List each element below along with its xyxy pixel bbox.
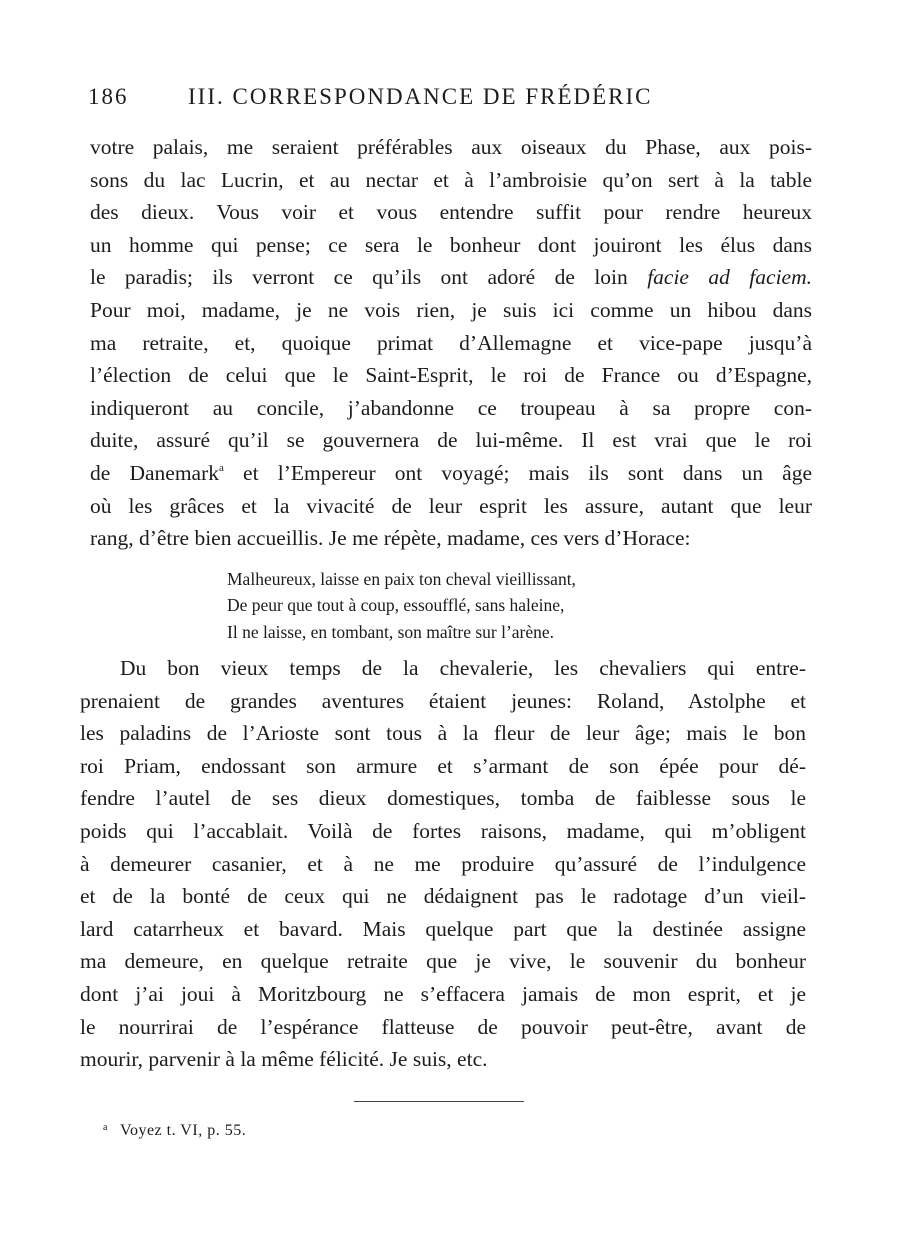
text-line: l’élection de celui que le Saint-Esprit, le roi de France ou d’Espagne, — [90, 363, 812, 388]
text-line: lard catarrheux et bavard. Mais quelque part que la destinée assigne — [80, 916, 806, 941]
paragraph-letter-continuation — [90, 131, 812, 555]
text-line: dont j’ai joui à Moritzbourg ne s’effacera jamais de mon esprit, et je — [80, 981, 806, 1006]
footnote-marker: a — [103, 1122, 108, 1133]
footnote-text: Voyez t. VI, p. 55. — [119, 1122, 247, 1139]
text-line: ma retraite, et, quoique primat d’Allemagne et vice-pape jusqu’à — [90, 330, 812, 355]
text-line: les paladins de l’Arioste sont tous à la fleur de leur âge; mais le bon — [80, 721, 806, 746]
footnote — [103, 1122, 246, 1140]
text-line: et de la bonté de ceux qui ne dédaignent pas le radotage d’un vieil- — [80, 884, 806, 909]
text-line: un homme qui pense; ce sera le bonheur dont jouiront les élus dans — [90, 232, 812, 257]
text-line: duite, assuré qu’il se gouvernera de lui-même. Il est vrai que le roi — [90, 428, 812, 453]
verse-line: Malheureux, laisse en paix ton cheval vieillissant, — [227, 569, 576, 589]
text-line: le nourrirai de l’espérance flatteuse de pouvoir peut-être, avant de — [80, 1014, 806, 1039]
text-line: ma demeure, en quelque retraite que je vive, le souvenir du bonheur — [80, 949, 806, 974]
italic-phrase: facie ad faciem. — [647, 265, 812, 290]
text-line: rang, d’être bien accueillis. Je me répète, madame, ces vers d’Horace: — [90, 526, 691, 551]
text-segment: et l’Empereur ont voyagé; mais ils sont dans un âge — [223, 460, 812, 485]
text-line: des dieux. Vous voir et vous entendre suffit pour rendre heureux — [90, 200, 812, 225]
text-line: mourir, parvenir à la même félicité. Je suis, etc. — [80, 1047, 488, 1072]
text-line: roi Priam, endossant son armure et s’armant de son épée pour dé- — [80, 753, 806, 778]
text-segment: de Danemark — [90, 460, 219, 485]
text-line: fendre l’autel de ses dieux domestiques, tomba de faiblesse sous le — [80, 786, 806, 811]
text-line: prenaient de grandes aventures étaient jeunes: Roland, Astolphe et — [80, 688, 806, 713]
footnote-reference[interactable]: a — [219, 461, 224, 474]
text-line: poids qui l’accablait. Voilà de fortes raisons, madame, qui m’obligent — [80, 818, 806, 843]
verse-quotation — [227, 566, 697, 645]
text-line: Pour moi, madame, je ne vois rien, je suis ici comme un hibou dans — [90, 297, 812, 322]
text-line-with-italic — [90, 261, 812, 294]
text-line: sons du lac Lucrin, et au nectar et à l’ambroisie qu’on sert à la table — [90, 167, 812, 192]
text-line: indiqueront au concile, j’abandonne ce troupeau à sa propre con- — [90, 395, 812, 420]
paragraph-chevalerie — [80, 652, 806, 1076]
footnote-divider — [354, 1101, 524, 1102]
verse-line: Il ne laisse, en tombant, son maître sur l’arène. — [227, 621, 555, 642]
running-title: III. CORRESPONDANCE DE FRÉDÉRIC — [188, 84, 653, 109]
running-header — [88, 84, 812, 120]
text-line-with-footnote-ref — [90, 457, 812, 490]
text-line: où les grâces et la vivacité de leur esprit les assure, autant que leur — [90, 493, 812, 518]
page-number: 186 — [88, 84, 129, 109]
text-line: Du bon vieux temps de la chevalerie, les chevaliers qui entre- — [120, 656, 806, 680]
verse-line: De peur que tout à coup, essoufflé, sans haleine, — [227, 595, 565, 616]
text-line: à demeurer casanier, et à ne me produire qu’assuré de l’indulgence — [80, 851, 806, 876]
text-line: votre palais, me seraient préférables aux oiseaux du Phase, aux pois- — [90, 135, 812, 159]
text-segment: le paradis; ils verront ce qu’ils ont adoré de loin — [90, 265, 628, 290]
